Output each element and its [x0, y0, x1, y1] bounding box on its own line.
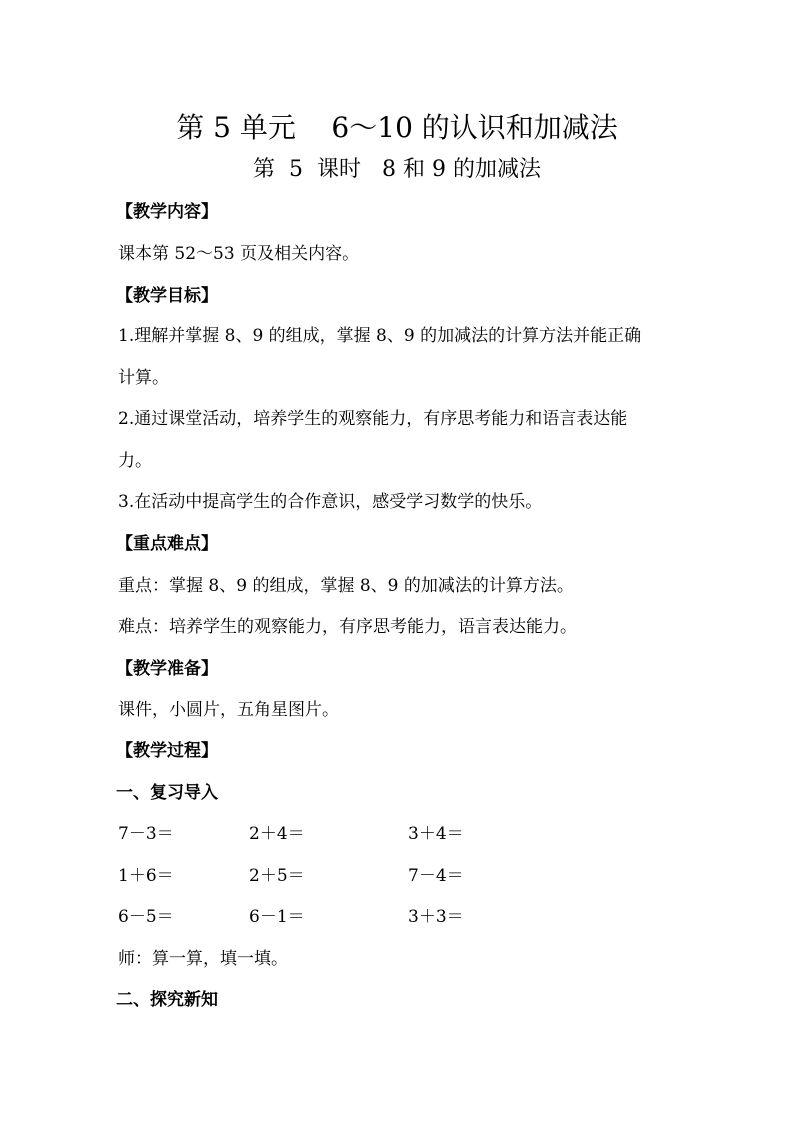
section-heading-process: 【教学过程】	[116, 741, 218, 761]
section-heading-content: 【教学内容】	[116, 202, 218, 222]
exercise-item: 6－5＝	[118, 907, 174, 927]
objective-2: 2.通过课堂活动，培养学生的观察能力，有序思考能力和语言表达能	[118, 409, 628, 429]
exercise-item: 1＋6＝	[118, 866, 174, 886]
objective-3: 3.在活动中提高学生的合作意识，感受学习数学的快乐。	[118, 492, 543, 512]
exercise-item: 2＋5＝	[249, 866, 305, 886]
key-point-text: 重点：掌握 8、9 的组成，掌握 8、9 的加减法的计算方法。	[118, 576, 574, 596]
section-heading-objectives: 【教学目标】	[116, 286, 218, 306]
content-text: 课本第 52～53 页及相关内容。	[118, 244, 360, 264]
objective-1: 1.理解并掌握 8、9 的组成，掌握 8、9 的加减法的计算方法并能正确	[118, 326, 642, 346]
part-2-heading: 二、探究新知	[116, 990, 218, 1010]
section-heading-key-points: 【重点难点】	[116, 534, 218, 554]
exercise-item: 7－3＝	[118, 824, 174, 844]
teacher-instruction: 师：算一算，填一填。	[118, 949, 288, 969]
part-1-heading: 一、复习导入	[116, 783, 218, 803]
preparation-text: 课件，小圆片，五角星图片。	[118, 700, 339, 720]
lesson-title: 第 5 课时 8 和 9 的加减法	[253, 157, 541, 182]
objective-2-continued: 力。	[118, 451, 152, 471]
exercise-item: 3＋4＝	[408, 824, 464, 844]
exercise-item: 3＋3＝	[408, 907, 464, 927]
exercise-item: 7－4＝	[408, 866, 464, 886]
section-heading-preparation: 【教学准备】	[116, 659, 218, 679]
difficult-point-text: 难点：培养学生的观察能力，有序思考能力，语言表达能力。	[118, 617, 577, 637]
exercise-item: 2＋4＝	[249, 824, 305, 844]
unit-title: 第 5 单元 6～10 的认识和加减法	[176, 111, 618, 144]
exercise-item: 6－1＝	[249, 907, 305, 927]
objective-1-continued: 计算。	[118, 368, 169, 388]
